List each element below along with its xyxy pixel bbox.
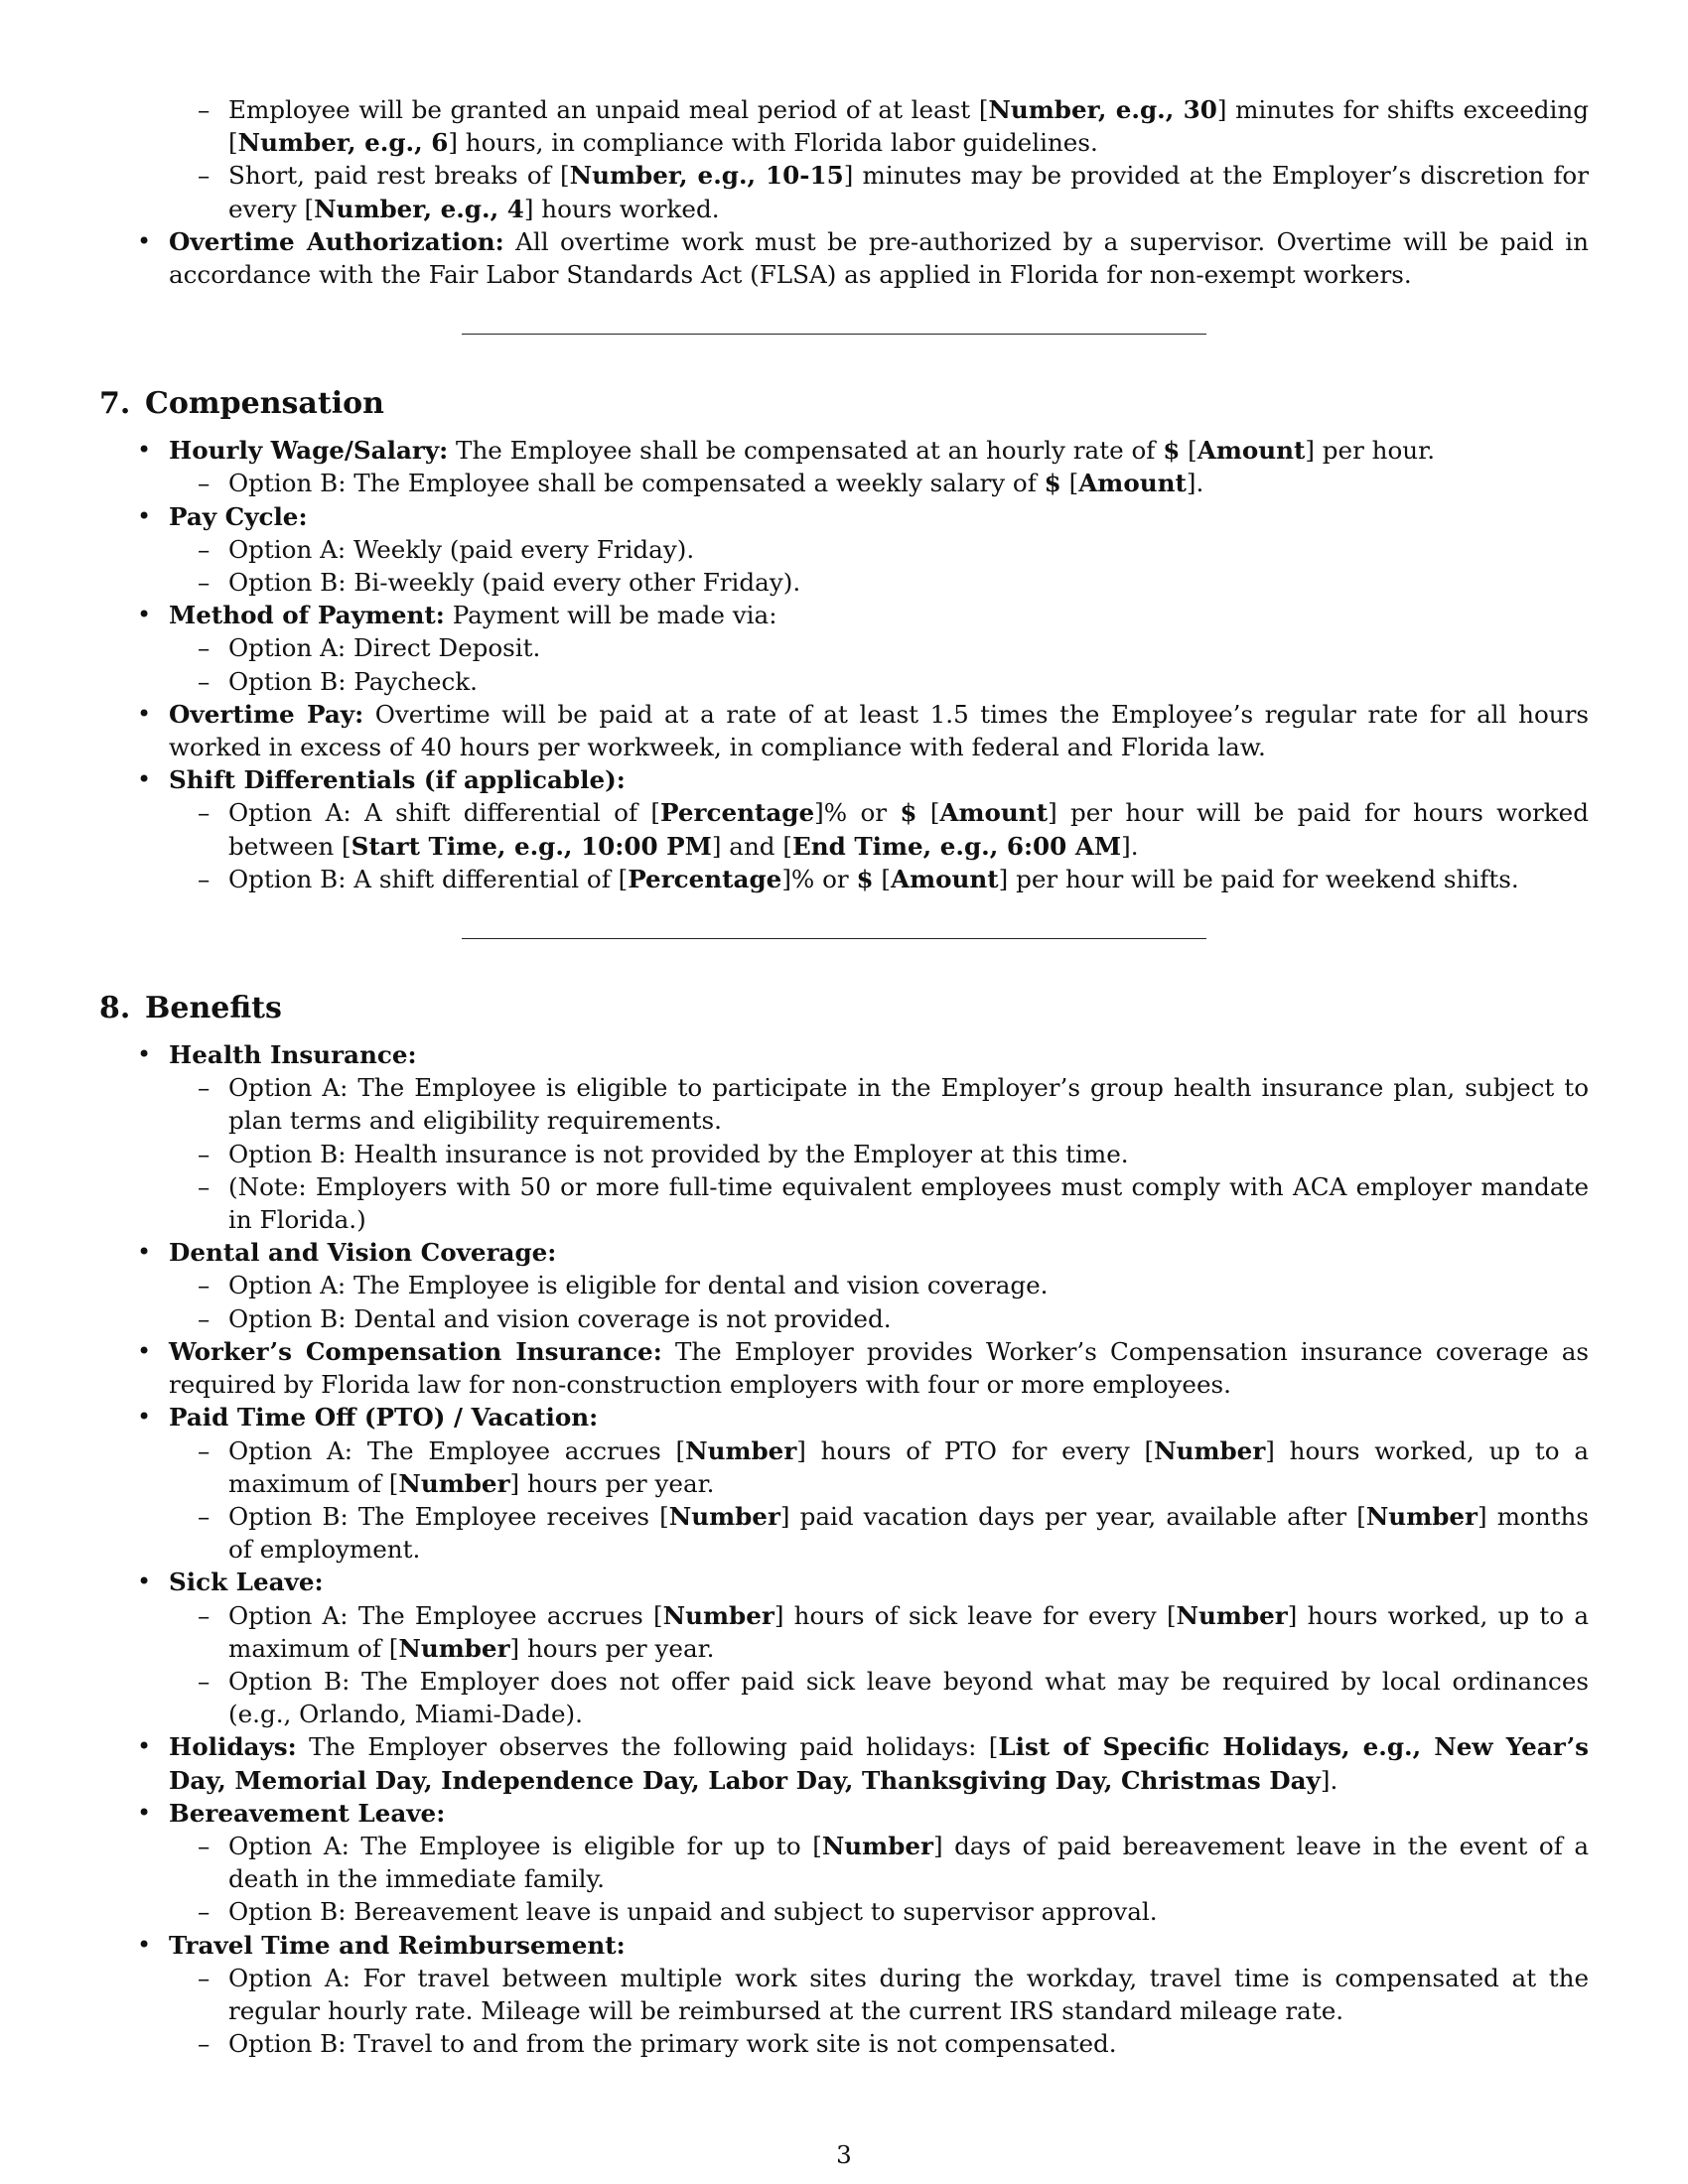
- list-item: – Option A: For travel between multiple work sites during the workday, travel time is compensated at the regular hourly rate. Mileage will be reimbursed at the current IRS standard mileage rate.: [169, 1962, 1589, 2027]
- list-item: – Option A: The Employee accrues [Number] hours of PTO for every [Number] hours worked, up to a maximum of [Number] hours per year.: [169, 1434, 1589, 1500]
- list-item: • Worker’s Compensation Insurance: The Employer provides Worker’s Compensation insurance coverage as required by Florida law for non-construction employers with four or more employees.: [99, 1335, 1589, 1401]
- compensation-list: [99, 434, 1589, 895]
- list-item: – Short, paid rest breaks of [Number, e.g., 10-15] minutes may be provided at the Employer’s discretion for every [Number, e.g., 4] hours worked.: [99, 159, 1589, 224]
- list-item: – Option A: Weekly (paid every Friday).: [169, 533, 1589, 566]
- list-item: • Shift Differentials (if applicable): – Option A: A shift differential of [Percentage]% or $ [Amount] per hour will be paid for hours worked between [Start Time, e.g., 10:00 PM] and [End Time, e.g., 6:00 AM]. – Option B: A shift differential of [Percentage]% or $ [Amount] per hour will be paid for weekend shifts.: [99, 763, 1589, 895]
- list-item: • Hourly Wage/Salary: The Employee shall be compensated at an hourly rate of $ [Amount] per hour. – Option B: The Employee shall be compensated a weekly salary of $ [Amount].: [99, 434, 1589, 499]
- list-item: • Travel Time and Reimbursement: – Option A: For travel between multiple work sites during the workday, travel time is compensated at the regular hourly rate. Mileage will be reimbursed at the current IRS standard mileage rate. – Option B: Travel to and from the primary work site is not compensated.: [99, 1929, 1589, 2061]
- list-item: – Option B: The Employee receives [Number] paid vacation days per year, available after [Number] months of employment.: [169, 1500, 1589, 1566]
- list-item: • Bereavement Leave: – Option A: The Employee is eligible for up to [Number] days of paid bereavement leave in the event of a death in the immediate family. – Option B: Bereavement leave is unpaid and subject to supervisor approval.: [99, 1797, 1589, 1929]
- list-item: • Sick Leave: – Option A: The Employee accrues [Number] hours of sick leave for every [Number] hours worked, up to a maximum of [Number] hours per year. – Option B: The Employer does not offer paid sick leave beyond what may be required by local ordinances (e.g., Orlando, Miami-Dade).: [99, 1566, 1589, 1730]
- list-item: – Option B: Travel to and from the primary work site is not compensated.: [169, 2027, 1589, 2060]
- section-divider: [462, 938, 1206, 939]
- list-item: – Option B: Dental and vision coverage is not provided.: [169, 1302, 1589, 1335]
- list-item: – Option B: Paycheck.: [169, 665, 1589, 698]
- list-item: – Option B: Bi-weekly (paid every other Friday).: [169, 566, 1589, 599]
- list-item: – Option A: Direct Deposit.: [169, 631, 1589, 664]
- list-item: – Option B: The Employer does not offer paid sick leave beyond what may be required by local ordinances (e.g., Orlando, Miami-Dade).: [169, 1665, 1589, 1730]
- list-item: – Option B: A shift differential of [Percentage]% or $ [Amount] per hour will be paid for weekend shifts.: [169, 863, 1589, 895]
- list-item: • Pay Cycle: – Option A: Weekly (paid every Friday). – Option B: Bi-weekly (paid every other Friday).: [99, 500, 1589, 600]
- list-item: – Option B: Bereavement leave is unpaid and subject to supervisor approval.: [169, 1895, 1589, 1928]
- list-item: • Method of Payment: Payment will be made via: – Option A: Direct Deposit. – Option B: Paycheck.: [99, 599, 1589, 698]
- list-item: – Option B: Health insurance is not provided by the Employer at this time.: [169, 1138, 1589, 1170]
- list-item: – Option A: The Employee is eligible to participate in the Employer’s group health insurance plan, subject to plan terms and eligibility requirements.: [169, 1071, 1589, 1137]
- page-number: 3: [836, 2140, 852, 2169]
- list-item: • Health Insurance: – Option A: The Employee is eligible to participate in the Employer’s group health insurance plan, subject to plan terms and eligibility requirements. – Option B: Health insurance is not provided by the Employer at this time. – (Note: Employers with 50 or more full-time equivalent employees must comply with ACA employer mandate in Florida.): [99, 1038, 1589, 1236]
- page-content: [99, 93, 1589, 2060]
- overtime-auth-list: [99, 225, 1589, 291]
- list-item: – Employee will be granted an unpaid meal period of at least [Number, e.g., 30] minutes for shifts exceeding [Number, e.g., 6] hours, in compliance with Florida labor guidelines.: [99, 93, 1589, 159]
- list-item: • Overtime Pay: Overtime will be paid at a rate of at least 1.5 times the Employee’s regular rate for all hours worked in excess of 40 hours per workweek, in compliance with federal and Florida law.: [99, 698, 1589, 763]
- list-item: – Option A: The Employee accrues [Number] hours of sick leave for every [Number] hours worked, up to a maximum of [Number] hours per year.: [169, 1599, 1589, 1665]
- list-item: – (Note: Employers with 50 or more full-time equivalent employees must comply with ACA employer mandate in Florida.): [169, 1170, 1589, 1236]
- section-heading-compensation: 7. Compensation: [99, 386, 384, 422]
- list-item: • Paid Time Off (PTO) / Vacation: – Option A: The Employee accrues [Number] hours of PTO for every [Number] hours worked, up to a maximum of [Number] hours per year. – Option B: The Employee receives [Number] paid vacation days per year, available after [Number] months of employment.: [99, 1401, 1589, 1566]
- list-item: – Option B: The Employee shall be compensated a weekly salary of $ [Amount].: [169, 467, 1589, 499]
- list-item: • Overtime Authorization: All overtime work must be pre-authorized by a supervisor. Overtime will be paid in accordance with the Fair Labor Standards Act (FLSA) as applied in Florida for non-exempt workers.: [99, 225, 1589, 291]
- list-item: – Option A: The Employee is eligible for dental and vision coverage.: [169, 1269, 1589, 1301]
- list-item: – Option A: A shift differential of [Percentage]% or $ [Amount] per hour will be paid for hours worked between [Start Time, e.g., 10:00 PM] and [End Time, e.g., 6:00 AM].: [169, 796, 1589, 862]
- list-item: • Holidays: The Employer observes the following paid holidays: [List of Specific Holidays, e.g., New Year’s Day, Memorial Day, Independence Day, Labor Day, Thanksgiving Day, Christmas Day].: [99, 1730, 1589, 1796]
- section-divider: [462, 334, 1206, 335]
- list-item: – Option A: The Employee is eligible for up to [Number] days of paid bereavement leave in the event of a death in the immediate family.: [169, 1830, 1589, 1895]
- benefits-list: [99, 1038, 1589, 2060]
- list-item: • Dental and Vision Coverage: – Option A: The Employee is eligible for dental and vision coverage. – Option B: Dental and vision coverage is not provided.: [99, 1236, 1589, 1335]
- meal-break-list: [99, 93, 1589, 225]
- section-heading-benefits: 8. Benefits: [99, 991, 282, 1026]
